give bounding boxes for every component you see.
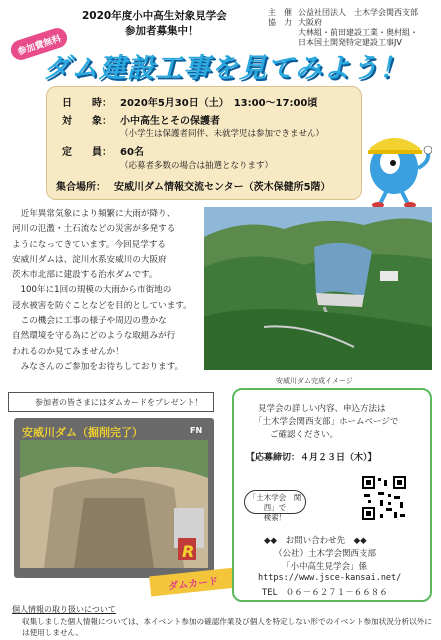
organizer-value: 大林組・前田建設工業・奥村組・ xyxy=(298,28,418,37)
contact-dept: 「小中高生見学会」係 xyxy=(282,562,368,572)
event-subtitle: 2020年度小中高生対象見学会 xyxy=(82,10,227,22)
target-note: （小学生は保護者同伴、未就学児は参加できません） xyxy=(120,129,325,139)
intro-line: ようになってきています。今回見学する xyxy=(12,239,167,250)
organizer-value: 大阪府 xyxy=(298,18,322,27)
organizer-key: 協 力 xyxy=(268,18,292,27)
info-line: 「土木学会関西支部」ホームページで xyxy=(254,417,399,427)
capacity-note: （応募者多数の場合は抽選となります） xyxy=(120,161,274,171)
organizer-key: 主 催 xyxy=(268,8,292,17)
organizer-key xyxy=(268,28,298,38)
deadline: 【応募締切：４月２３日（木）】 xyxy=(246,453,377,463)
intro-line: 茨木市北部に建設する治水ダムです。 xyxy=(12,270,158,281)
free-badge: 参加費無料 xyxy=(8,26,69,63)
intro-line: われるのか見てみませんか！ xyxy=(12,346,124,357)
card-letter: R xyxy=(182,542,195,561)
intro-text xyxy=(12,207,204,375)
intro-line: 河川の氾濫・土石流などの災害が多発する xyxy=(12,224,176,235)
contact-heading: ◆◆ お問い合わせ先 ◆◆ xyxy=(264,536,367,546)
intro-line: 100年に1回の規模の大雨から市街地の xyxy=(12,285,172,296)
organizer-value: 公益社団法人 土木学会関西支部 xyxy=(298,8,418,17)
search-hint xyxy=(244,490,306,522)
card-code: FN xyxy=(190,426,203,435)
dam-card xyxy=(14,418,214,578)
contact-url[interactable]: https://www.jsce-kansai.net/ xyxy=(258,573,402,583)
date-value: 2020年5月30日（土） 13:00～17:00頃 xyxy=(120,98,318,109)
intro-line: みなさんのご参加をお待ちしております。 xyxy=(12,361,184,372)
target-value: 小中高生とその保護者 xyxy=(120,116,220,127)
info-line: 見学会の詳しい内容、申込方法は xyxy=(258,404,386,414)
dam-completion-image xyxy=(204,207,432,370)
photo-caption: 安威川ダム完成イメージ xyxy=(276,377,353,385)
organizer-value: 日本国土開発特定建設工事JV xyxy=(298,38,402,47)
info-line: ご確認ください。 xyxy=(270,430,339,440)
date-label: 日 時： xyxy=(62,98,112,109)
target-label: 対 象： xyxy=(62,116,112,127)
organizer-list xyxy=(268,8,418,48)
dam-card-label: ダムカード xyxy=(149,568,237,597)
intro-line: 近年異常気象により頻繁に大雨が降り、 xyxy=(12,209,176,219)
intro-line: 自然環境を守る為にどのような取組みが行 xyxy=(12,331,176,342)
intro-line: 浸水被害を防ぐことなどを目的としています。 xyxy=(12,300,192,311)
card-present-note: 参加者の皆さまにはダムカードをプレゼント！ xyxy=(8,392,214,412)
capacity-value: 60名 xyxy=(120,147,144,158)
recruiting-text: 参加者募集中！ xyxy=(125,25,199,37)
card-title: 安威川ダム（掘削完了） xyxy=(22,426,143,439)
search-hint-line: 検索！ xyxy=(263,513,287,522)
search-hint-line: 「土木学会 関西」で xyxy=(248,493,302,512)
meeting-value: 安威川ダム情報交流センター（茨木保健所5階） xyxy=(114,182,331,193)
mascot-illustration xyxy=(360,128,432,208)
contact-org: （公社）土木学会関西支部 xyxy=(274,549,377,559)
page-title: ダム建設工事を見てみよう！ xyxy=(43,53,407,84)
privacy-title: 個人情報の取り扱いについて xyxy=(12,605,116,614)
capacity-label: 定 員： xyxy=(62,147,112,158)
privacy-body: 収集しました個人情報については、本イベント参加の確認作業及び個人を特定しない形でのイベント参加状況分析以外には使用しません。 xyxy=(22,617,432,637)
meeting-label: 集合場所： xyxy=(56,182,106,193)
contact-tel: TEL ０６－６２７１－６６８６ xyxy=(262,588,388,598)
intro-line: 安威川ダムは、淀川水系安威川の大阪府 xyxy=(12,254,167,265)
qr-code[interactable] xyxy=(360,474,408,522)
intro-line: この機会に工事の様子や周辺の豊かな xyxy=(12,316,167,327)
